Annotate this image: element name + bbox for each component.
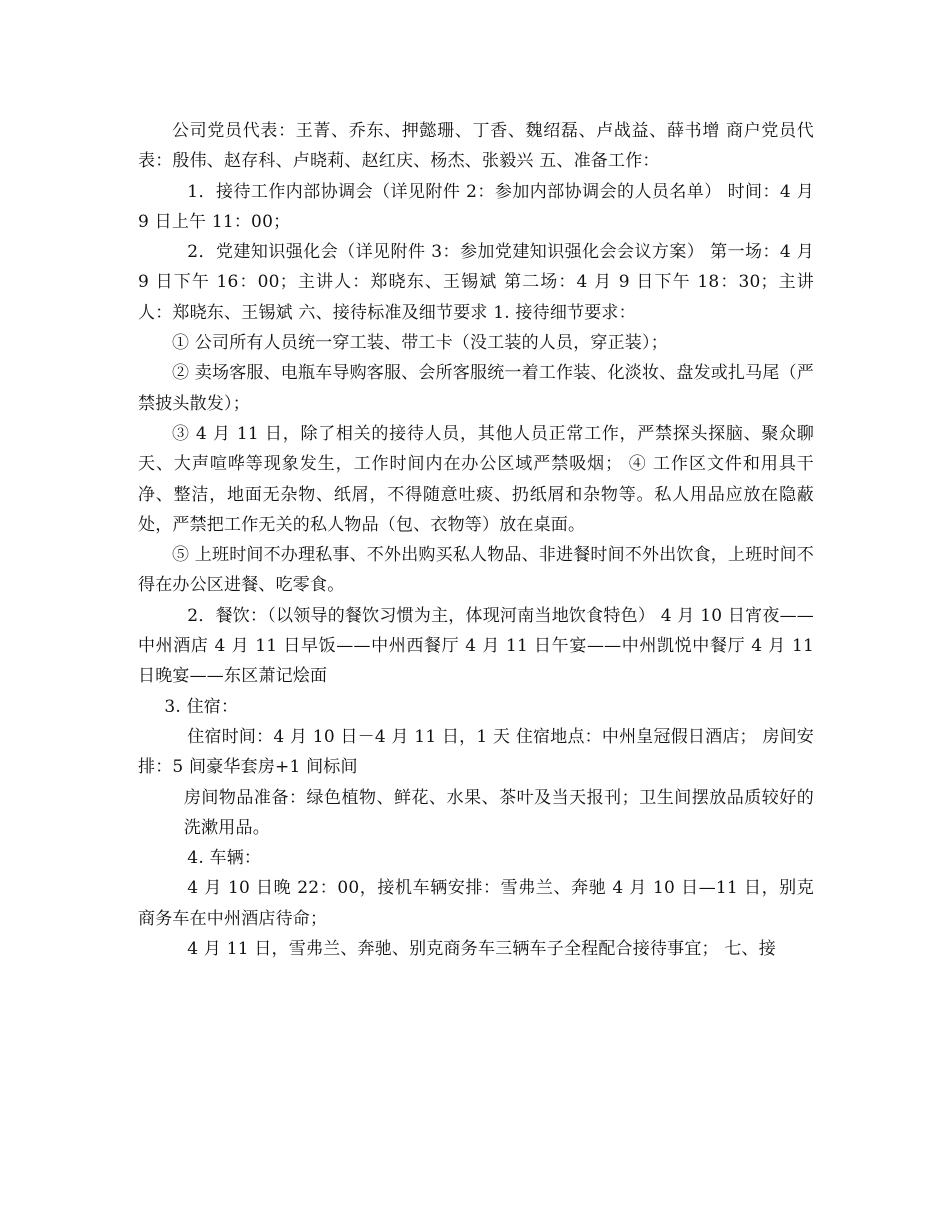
paragraph-party-representatives: 公司党员代表：王菁、乔东、押懿珊、丁香、魏绍磊、卢战益、薛书增 商户党员代表：殷伟、赵存科、卢晓莉、赵红庆、杨杰、张毅兴 五、准备工作：: [138, 121, 814, 172]
paragraph-room-preparation: 房间物品准备：绿色植物、鲜花、水果、茶叶及当天报刊；卫生间摆放品质较好的洗漱用品。: [183, 787, 814, 838]
paragraph-normal-work-rule: ③ 4 月 11 日，除了相关的接待人员，其他人员正常工作，严禁探头探脑、聚众聊天、大声喧哗等现象发生，工作时间内在办公区域严禁吸烟； ④ 工作区文件和用具干净、整洁，地面无杂物、纸屑，不得随意吐痰、扔纸屑和杂物等。私人用品应放在隐蔽处，严禁把工作无关的私人物品（包、衣物等）放在桌面。: [138, 423, 814, 535]
paragraph-catering: 2．餐饮：（以领导的餐饮习惯为主，体现河南当地饮食特色） 4 月 10 日宵夜——中州酒店 4 月 11 日早饭——中州西餐厅 4 月 11 日午宴——中州凯悦中餐厅 4 月 11 日晚宴——东区萧记烩面: [138, 605, 814, 687]
heading-accommodation: 3. 住宿：: [164, 696, 239, 717]
paragraph-vehicle-arrangement: 4 月 10 日晚 22：00，接机车辆安排：雪弗兰、奔驰 4 月 10 日—11 日，别克商务车在中州酒店待命；: [138, 878, 814, 929]
paragraph-coordination-meeting: 1．接待工作内部协调会（详见附件 2：参加内部协调会的人员名单） 时间：4 月 9 日上午 11：00；: [138, 181, 814, 232]
paragraph-vehicle-coordination: 4 月 11 日，雪弗兰、奔驰、别克商务车三辆车子全程配合接待事宜； 七、接: [187, 939, 776, 960]
heading-vehicles: 4. 车辆：: [187, 848, 262, 869]
paragraph-work-time-rule: ⑤ 上班时间不办理私事、不外出购买私人物品、非进餐时间不外出饮食，上班时间不得在办公区进餐、吃零食。: [138, 545, 815, 596]
paragraph-customer-service-dress: ② 卖场客服、电瓶车导购客服、会所客服统一着工作装、化淡妆、盘发或扎马尾（严禁披头散发）；: [138, 363, 815, 414]
paragraph-uniform-rule: ① 公司所有人员统一穿工装、带工卡（没工装的人员，穿正装）；: [172, 333, 668, 354]
paragraph-accommodation-details: 住宿时间：4 月 10 日－4 月 11 日，1 天 住宿地点：中州皇冠假日酒店； 房间安排：5 间豪华套房+1 间标间: [138, 726, 814, 778]
paragraph-party-knowledge-meeting: 2．党建知识强化会（详见附件 3：参加党建知识强化会会议方案） 第一场：4 月 9 日下午 16：00；主讲人：郑晓东、王锡斌 第二场：4 月 9 日下午 18：30；主讲人：郑晓东、王锡斌 六、接待标准及细节要求 1. 接待细节要求：: [138, 242, 814, 323]
document-body: [138, 116, 814, 964]
